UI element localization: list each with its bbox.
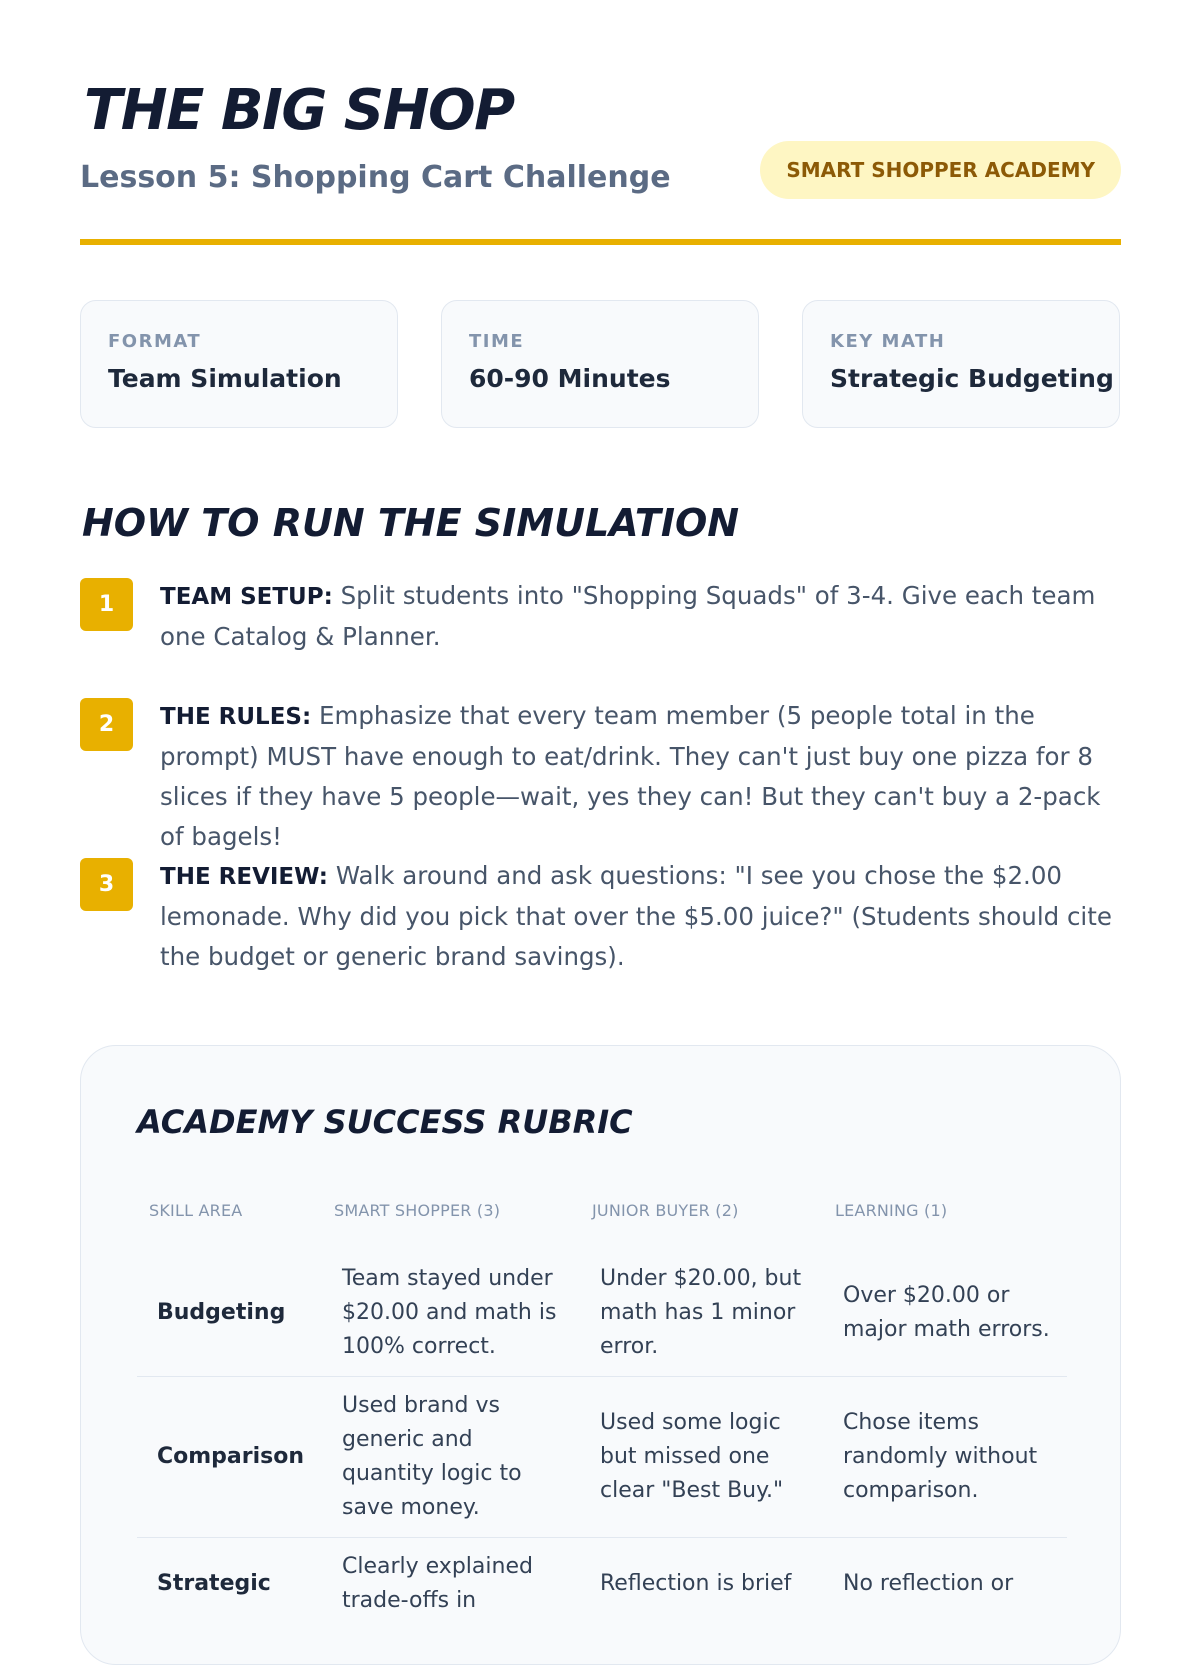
info-card-label: FORMAT — [108, 331, 202, 352]
learning-cell: Chose items randomly without comparison. — [823, 1377, 1067, 1538]
step-number-badge: 1 — [80, 578, 133, 631]
table-row — [137, 1538, 1067, 1631]
academy-badge: SMART SHOPPER ACADEMY — [760, 141, 1121, 199]
rubric-table — [137, 1201, 1067, 1630]
table-row — [137, 1250, 1067, 1377]
step-text — [160, 696, 1121, 857]
column-header-learning: LEARNING (1) — [835, 1201, 948, 1220]
step-body: Walk around and ask questions: "I see you chose the $2.00 lemonade. Why did you pick that over the $5.00 juice?" (Students should cite the budget or generic brand savings). — [160, 861, 1112, 971]
info-card-format — [80, 300, 398, 428]
table-row — [137, 1377, 1067, 1538]
rubric-title: ACADEMY SUCCESS RUBRIC — [137, 1103, 633, 1141]
step-number-badge: 2 — [80, 698, 133, 751]
junior-cell: Reflection is brief — [580, 1538, 823, 1631]
column-header-junior: JUNIOR BUYER (2) — [592, 1201, 739, 1220]
header-divider — [80, 239, 1121, 245]
rubric-panel — [80, 1045, 1121, 1665]
section-heading: HOW TO RUN THE SIMULATION — [82, 501, 740, 545]
skill-cell: Comparison — [137, 1377, 322, 1538]
column-header-skill: SKILL AREA — [149, 1201, 243, 1220]
step-title: THE RULES: — [160, 704, 312, 730]
step-number-badge: 3 — [80, 858, 133, 911]
skill-cell: Strategic — [137, 1538, 322, 1631]
learning-cell: Over $20.00 or major math errors. — [843, 1283, 1050, 1342]
step-text — [160, 576, 1121, 657]
info-card-value: 60-90 Minutes — [469, 364, 671, 393]
info-card-time — [441, 300, 759, 428]
smart-cell: Team stayed under $20.00 and math is 100% correct. — [342, 1266, 557, 1359]
lesson-subtitle: Lesson 5: Shopping Cart Challenge — [80, 160, 671, 195]
skill-cell: Budgeting — [157, 1300, 286, 1325]
step-title: TEAM SETUP: — [160, 584, 333, 610]
smart-cell: Used brand vs generic and quantity logic to save money. — [322, 1377, 580, 1538]
step-body: Emphasize that every team member (5 people total in the prompt) MUST have enough to eat/drink. They can't just buy one pizza for 8 slices if they have 5 people—wait, yes they can! But they can't buy a 2-pack of bagels! — [160, 701, 1101, 851]
step-text — [160, 856, 1121, 977]
page-title: THE BIG SHOP — [84, 78, 514, 143]
rubric-header-row — [137, 1201, 1067, 1250]
info-card-value: Team Simulation — [108, 364, 342, 393]
info-card-key-math — [802, 300, 1120, 428]
step-title: THE REVIEW: — [160, 864, 329, 890]
column-header-smart: SMART SHOPPER (3) — [334, 1201, 501, 1220]
learning-cell: No reflection or — [823, 1538, 1067, 1631]
info-card-value: Strategic Budgeting — [830, 364, 1114, 393]
junior-cell: Used some logic but missed one clear "Best Buy." — [580, 1377, 823, 1538]
smart-cell: Clearly explained trade-offs in — [322, 1538, 580, 1631]
info-card-label: TIME — [469, 331, 525, 352]
junior-cell: Under $20.00, but math has 1 minor error. — [600, 1266, 802, 1359]
info-card-label: KEY MATH — [830, 331, 946, 352]
info-cards — [80, 300, 1121, 430]
step-body: Split students into "Shopping Squads" of 3-4. Give each team one Catalog & Planner. — [160, 581, 1096, 651]
